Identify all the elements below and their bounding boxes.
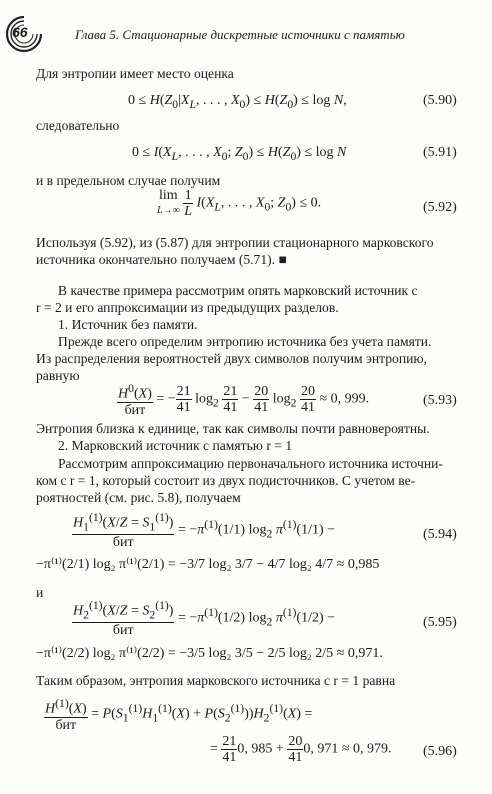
paragraph: Используя (5.92), из (5.87) для энтропии стационарного марковского [36, 235, 434, 250]
paragraph: r = 2 и его аппроксимации из предыдущих разделов. [36, 300, 339, 315]
page-number: 66 [12, 24, 28, 40]
paragraph: Прежде всего определим энтропию источника без учета памяти. [58, 334, 432, 349]
equation-5-93: $H^0(X)$ бит = − $\frac{21}{41}$ $\log_2$ $\frac{21}{41}$ − $\frac{20}{41}$ $\log_2$ $\frac{20}{41}$ ≈ 0, 999. [118, 382, 370, 418]
equation-number: (5.90) [423, 93, 457, 108]
equation-5-91: $0 \le I(X_L$, . . . , $X_0$; $Z_0) \le H(Z_0) \le \log N$ [132, 145, 347, 163]
equation-5-95: $H_2^{(1)}(X/Z = S_2^{(1)})$ бит = $-\pi^{(1)}(1/2)$ $\log_2 \pi^{(1)}(1/2)$ − [73, 599, 336, 639]
equation-5-90: $0 \le H(Z_0|X_L$, . . . , $X_0) \le H(Z_0) \le \log N$, [128, 93, 347, 111]
equation-5-96-continuation: = $\frac{21}{41}$ 0, 985 + $\frac{20}{41}$ 0, 971 ≈ 0, 979. [210, 734, 392, 765]
paragraph: ком с r = 1, который состоит из двух подисточников. С учетом ве- [36, 473, 416, 488]
paragraph: и в предельном случае получим [36, 173, 221, 188]
paragraph: 1. Источник без памяти. [58, 317, 198, 332]
equation-number: (5.96) [423, 744, 457, 759]
equation-5-94: $H_1^{(1)}(X/Z = S_1^{(1)})$ бит = $-\pi^{(1)}(1/1)$ $\log_2 \pi^{(1)}(1/1)$ − [73, 511, 336, 551]
paragraph: Для энтропии имеет место оценка [36, 66, 234, 81]
paragraph: Из распределения вероятностей двух символов получим энтропию, [36, 351, 427, 366]
equation-5-92: lim L→∞ $\frac{1}{L}$ $I(X_L$, . . . , $X_0$; $Z_0) \le 0$. [157, 188, 322, 219]
paragraph: 2. Марковский источник с памятью r = 1 [58, 438, 293, 453]
chapter-title: Глава 5. Стационарные дискретные источники с памятью [75, 27, 405, 42]
paragraph: и [36, 585, 44, 600]
equation-5-94-continuation: −π⁽¹⁾(2/1) log₂ π⁽¹⁾(2/1) = −3/7 log₂ 3/7 − 4/7 log₂ 4/7 ≈ 0,985 [36, 557, 380, 572]
equation-number: (5.93) [423, 393, 457, 408]
equation-number: (5.91) [423, 145, 457, 160]
paragraph: роятностей (см. рис. 5.8), получаем [36, 490, 241, 505]
paragraph: источника окончательно получаем (5.71). ■ [36, 252, 287, 267]
equation-number: (5.94) [423, 527, 457, 542]
paragraph: В качестве примера рассмотрим опять марковский источник с [58, 283, 418, 298]
equation-number: (5.92) [423, 200, 457, 215]
paragraph: равную [36, 368, 80, 383]
paragraph: Рассмотрим аппроксимацию первоначального источника источни- [58, 456, 443, 471]
paragraph: Энтропия близка к единице, так как символы почти равновероятны. [36, 421, 430, 436]
equation-5-95-continuation: −π⁽¹⁾(2/2) log₂ π⁽¹⁾(2/2) = −3/5 log₂ 3/5 − 2/5 log₂ 2/5 ≈ 0,971. [36, 646, 383, 661]
paragraph: следовательно [36, 118, 120, 133]
equation-number: (5.95) [423, 615, 457, 630]
paragraph: Таким образом, энтропия марковского источника с r = 1 равна [36, 673, 396, 688]
equation-5-96: $H^{(1)}(X)$ бит = $P(S_1^{(1)}H_1^{(1)}(X) + P(S_2^{(1)}))H_2^{(1)}(X)$ = [45, 697, 313, 733]
